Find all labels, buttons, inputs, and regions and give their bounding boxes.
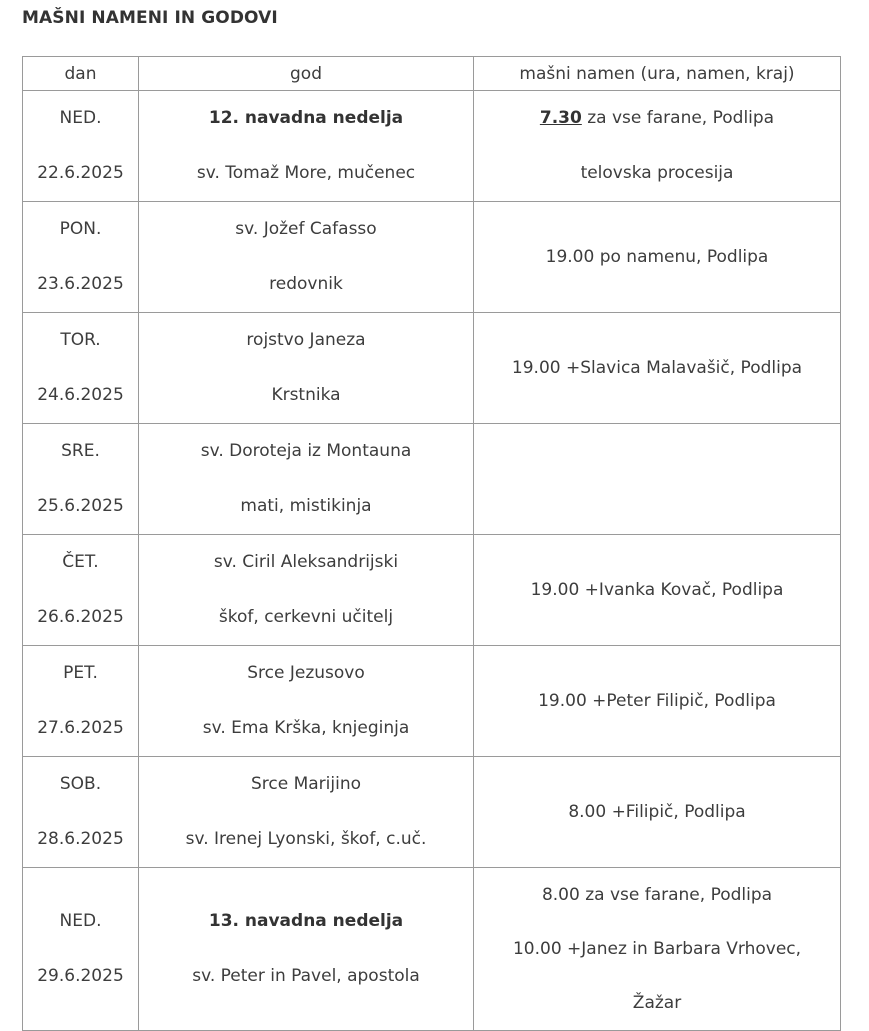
header-mass-intention: mašni namen (ura, namen, kraj) [474, 57, 841, 91]
feast-title: rojstvo Janeza [246, 330, 366, 350]
table-row [23, 313, 841, 424]
day-cell [23, 535, 139, 646]
feast-cell [139, 535, 474, 646]
feast-cell [139, 868, 474, 1031]
mass-schedule-table [22, 56, 841, 1031]
table-header-row [23, 57, 841, 91]
date: 28.6.2025 [37, 829, 124, 849]
table-row [23, 757, 841, 868]
feast-subtitle: mati, mistikinja [240, 496, 372, 516]
mass-line [540, 91, 774, 146]
mass-cell [474, 868, 841, 1031]
date: 24.6.2025 [37, 385, 124, 405]
day-cell [23, 424, 139, 535]
feast-cell [139, 313, 474, 424]
feast-cell [139, 91, 474, 202]
mass-line: 10.00 +Janez in Barbara Vrhovec, [512, 939, 802, 959]
weekday: NED. [59, 911, 102, 931]
mass-cell: 19.00 +Slavica Malavašič, Podlipa [474, 313, 841, 424]
feast-subtitle: sv. Peter in Pavel, apostola [192, 966, 420, 986]
date: 27.6.2025 [37, 718, 124, 738]
table-row [23, 91, 841, 202]
mass-cell [474, 91, 841, 202]
page-title: MAŠNI NAMENI IN GODOVI [22, 8, 278, 28]
day-cell [23, 646, 139, 757]
weekday: TOR. [60, 330, 101, 350]
feast-title: sv. Doroteja iz Montauna [200, 441, 412, 461]
feast-cell [139, 424, 474, 535]
feast-title: Srce Marijino [250, 774, 362, 794]
day-cell [23, 202, 139, 313]
feast-cell [139, 757, 474, 868]
header-feast: god [139, 57, 474, 91]
date: 29.6.2025 [37, 966, 124, 986]
mass-cell: 19.00 po namenu, Podlipa [474, 202, 841, 313]
date: 25.6.2025 [37, 496, 124, 516]
feast-title: 12. navadna nedelja [208, 108, 404, 128]
date: 22.6.2025 [37, 163, 124, 183]
feast-title: sv. Jožef Cafasso [235, 219, 377, 239]
mass-cell: 19.00 +Ivanka Kovač, Podlipa [474, 535, 841, 646]
header-day: dan [23, 57, 139, 91]
feast-cell [139, 646, 474, 757]
feast-subtitle: škof, cerkevni učitelj [218, 607, 394, 627]
feast-subtitle: sv. Tomaž More, mučenec [196, 163, 416, 183]
feast-cell [139, 202, 474, 313]
mass-text: za vse farane, Podlipa [581, 108, 775, 128]
weekday: PET. [63, 663, 98, 683]
mass-note: telovska procesija [580, 163, 734, 183]
feast-title: 13. navadna nedelja [208, 911, 404, 931]
weekday: PON. [59, 219, 102, 239]
mass-line: 8.00 za vse farane, Podlipa [541, 885, 773, 905]
feast-subtitle: sv. Irenej Lyonski, škof, c.uč. [185, 829, 427, 849]
day-cell [23, 313, 139, 424]
weekday: ČET. [62, 552, 99, 572]
date: 23.6.2025 [37, 274, 124, 294]
day-cell [23, 757, 139, 868]
table-row [23, 202, 841, 313]
table-row [23, 868, 841, 1031]
day-cell [23, 868, 139, 1031]
weekday: SOB. [59, 774, 102, 794]
mass-time: 7.30 [539, 108, 582, 128]
mass-line: Žažar [632, 993, 682, 1013]
feast-subtitle: redovnik [269, 274, 343, 294]
day-cell [23, 91, 139, 202]
feast-title: Srce Jezusovo [247, 663, 365, 683]
weekday: NED. [59, 108, 102, 128]
mass-cell [474, 424, 841, 535]
feast-subtitle: Krstnika [271, 385, 341, 405]
weekday: SRE. [61, 441, 100, 461]
mass-cell: 8.00 +Filipič, Podlipa [474, 757, 841, 868]
table-row [23, 424, 841, 535]
table-row [23, 646, 841, 757]
table-row [23, 535, 841, 646]
feast-title: sv. Ciril Aleksandrijski [213, 552, 399, 572]
feast-subtitle: sv. Ema Krška, knjeginja [202, 718, 410, 738]
date: 26.6.2025 [37, 607, 124, 627]
mass-cell: 19.00 +Peter Filipič, Podlipa [474, 646, 841, 757]
